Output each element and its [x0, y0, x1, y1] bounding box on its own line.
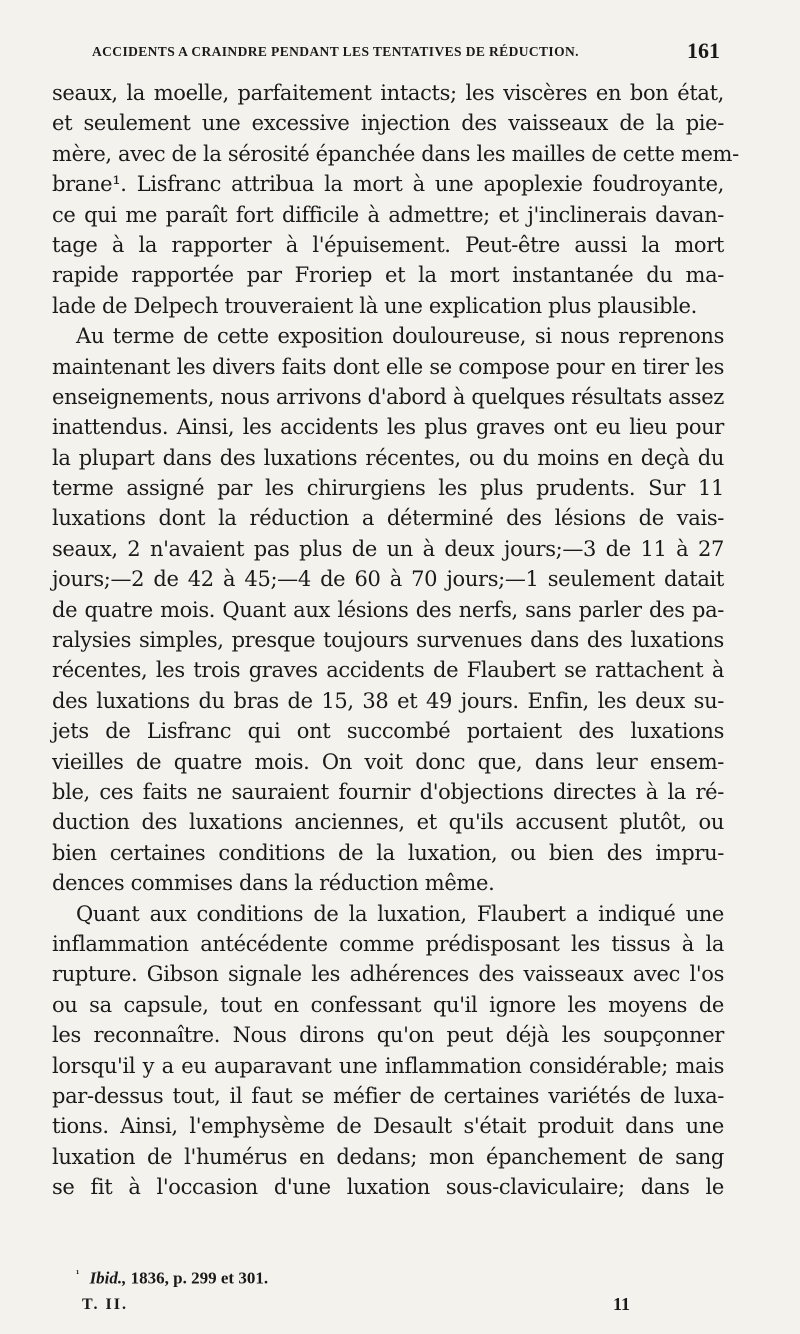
text-line: inattendus. Ainsi, les accidents les plus graves ont eu lieu pour — [52, 415, 724, 440]
text-line: maintenant les divers faits dont elle se compose pour en tirer les — [52, 354, 724, 379]
footnote — [76, 1268, 268, 1289]
text-line: tions. Ainsi, l'emphysème de Desault s'était produit dans une — [52, 1114, 724, 1139]
text-line: duction des luxations anciennes, et qu'ils accusent plutôt, ou — [52, 810, 724, 835]
text-line: jours;—2 de 42 à 45;—4 de 60 à 70 jours;—1 seulement datait — [52, 567, 724, 592]
text-line: ralysies simples, presque toujours survenues dans des luxations — [52, 628, 724, 653]
body-text — [52, 78, 739, 1202]
text-line: lade de Delpech trouveraient là une explication plus plausible. — [52, 293, 697, 318]
paragraph-start-line: Au terme de cette exposition douloureuse, si nous reprenons — [76, 324, 724, 349]
text-line: la plupart dans des luxations récentes, ou du moins en deçà du — [52, 445, 724, 470]
text-line: des luxations du bras de 15, 38 et 49 jours. Enfin, les deux su- — [52, 688, 724, 713]
text-line: ce qui me paraît fort difficile à admettre; et j'inclinerais davan- — [52, 202, 724, 227]
running-title: ACCIDENTS A CRAINDRE PENDANT LES TENTATIVES DE RÉDUCTION. — [92, 44, 579, 59]
signature-mark: 11 — [613, 1294, 631, 1314]
text-line: bien certaines conditions de la luxation, ou bien des impru- — [52, 840, 724, 865]
text-line: ble, ces faits ne sauraient fournir d'objections directes à la ré- — [52, 779, 724, 804]
text-line: lorsqu'il y a eu auparavant une inflammation considérable; mais — [52, 1053, 724, 1078]
text-line: les reconnaître. Nous dirons qu'on peut déjà les soupçonner — [52, 1023, 724, 1048]
volume-mark: T. II. — [82, 1296, 128, 1313]
text-line: inflammation antécédente comme prédisposant les tissus à la — [52, 931, 724, 956]
text-line: tage à la rapporter à l'épuisement. Peut-être aussi la mort — [52, 232, 724, 257]
text-line: dences commises dans la réduction même. — [52, 871, 495, 896]
text-line: seaux, 2 n'avaient pas plus de un à deux jours;—3 de 11 à 27 — [52, 536, 724, 561]
text-line: terme assigné par les chirurgiens les plus prudents. Sur 11 — [52, 476, 724, 501]
text-line: seaux, la moelle, parfaitement intacts; les viscères en bon état, — [52, 81, 724, 105]
text-line: luxation de l'humérus en dedans; mon épanchement de sang — [52, 1144, 724, 1169]
text-line: rapide rapportée par Froriep et la mort instantanée du ma- — [52, 263, 724, 288]
paragraph-start-line: Quant aux conditions de la luxation, Flaubert a indiqué une — [76, 901, 724, 926]
text-line: vieilles de quatre mois. On voit donc que, dans leur ensem- — [52, 749, 724, 774]
footnote-mark: ¹ — [76, 1268, 80, 1280]
text-line: par-dessus tout, il faut se méfier de certaines variétés de luxa- — [52, 1083, 724, 1108]
text-line: enseignements, nous arrivons d'abord à quelques résultats assez — [52, 384, 724, 409]
footnote-ibid: Ibid., — [89, 1268, 127, 1288]
text-line: luxations dont la réduction a déterminé des lésions de vais- — [52, 506, 724, 531]
text-line: mère, avec de la sérosité épanchée dans les mailles de cette mem- — [52, 141, 739, 166]
page-number: 161 — [687, 38, 720, 63]
footnote-text: 1836, p. 299 et 301. — [130, 1268, 269, 1288]
text-line: jets de Lisfranc qui ont succombé portaient des luxations — [52, 719, 724, 744]
text-line: récentes, les trois graves accidents de Flaubert se rattachent à — [52, 658, 724, 683]
text-line: se fit à l'occasion d'une luxation sous-claviculaire; dans le — [52, 1175, 724, 1200]
text-line: brane¹. Lisfranc attribua la mort à une apoplexie foudroyante, — [52, 172, 724, 197]
running-head — [92, 38, 720, 66]
text-line: et seulement une excessive injection des vaisseaux de la pie- — [52, 111, 724, 136]
text-line: ou sa capsule, tout en confessant qu'il ignore les moyens de — [52, 992, 724, 1017]
text-line: rupture. Gibson signale les adhérences des vaisseaux avec l'os — [52, 962, 724, 987]
text-line: de quatre mois. Quant aux lésions des nerfs, sans parler des pa- — [52, 597, 724, 622]
